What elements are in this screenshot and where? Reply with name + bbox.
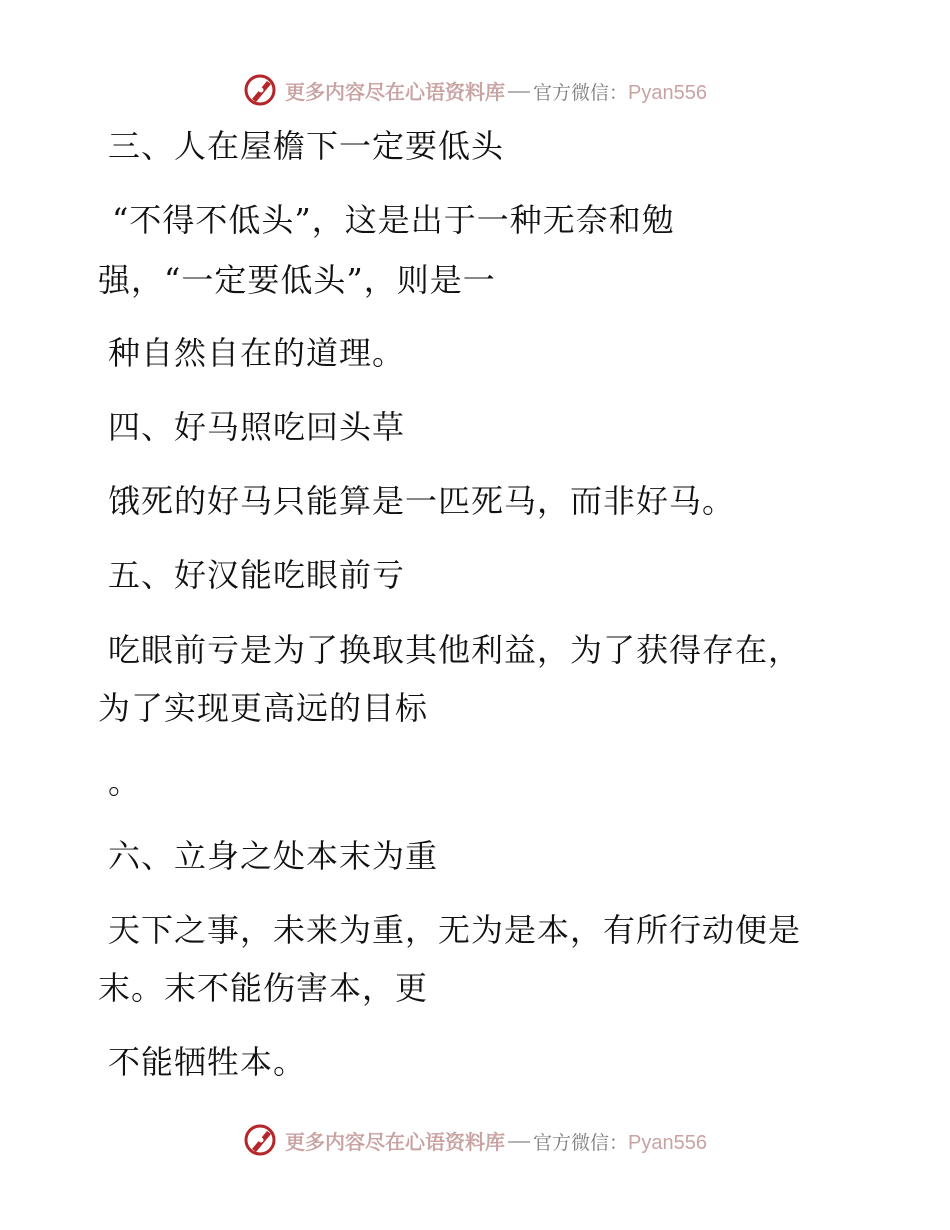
paragraph-line: 种自然自在的道理。	[108, 334, 406, 372]
footer-banner	[0, 1120, 950, 1160]
header-site-name: 更多内容尽在心语资料库	[285, 79, 505, 104]
header-dash	[508, 91, 530, 93]
header-wechat-label: 官方微信：	[533, 81, 629, 104]
paragraph-line: 末。末不能伤害本，更	[98, 969, 429, 1007]
footer-dash	[508, 1141, 530, 1143]
paragraph-line: 。	[108, 763, 142, 801]
paragraph-line: 吃眼前亏是为了换取其他利益，为了获得存在，	[108, 631, 802, 669]
paragraph-line: 饿死的好马只能算是一匹死马，而非好马。	[108, 482, 736, 520]
header-banner	[0, 70, 950, 110]
heading-six: 六、立身之处本末为重	[108, 837, 439, 875]
header-wechat-id: Pyan556	[628, 81, 707, 104]
paragraph-line: 强，“一定要低头”，则是一	[98, 261, 496, 299]
footer-site-name: 更多内容尽在心语资料库	[285, 1129, 505, 1154]
paragraph-line: “不得不低头”，这是出于一种无奈和勉	[112, 201, 675, 239]
pen-logo-icon	[243, 73, 277, 107]
paragraph-line: 为了实现更高远的目标	[98, 689, 429, 727]
heading-four: 四、好马照吃回头草	[108, 408, 406, 446]
paragraph-line: 天下之事，未来为重，无为是本，有所行动便是	[108, 911, 802, 949]
footer-wechat-id: Pyan556	[628, 1131, 707, 1154]
footer-text	[285, 1126, 707, 1155]
paragraph-line: 不能牺牲本。	[108, 1043, 307, 1081]
heading-three: 三、人在屋檐下一定要低头	[108, 127, 505, 165]
footer-wechat-label: 官方微信：	[533, 1131, 629, 1154]
pen-logo-icon	[243, 1123, 277, 1157]
header-text	[285, 76, 707, 105]
heading-five: 五、好汉能吃眼前亏	[108, 556, 406, 594]
